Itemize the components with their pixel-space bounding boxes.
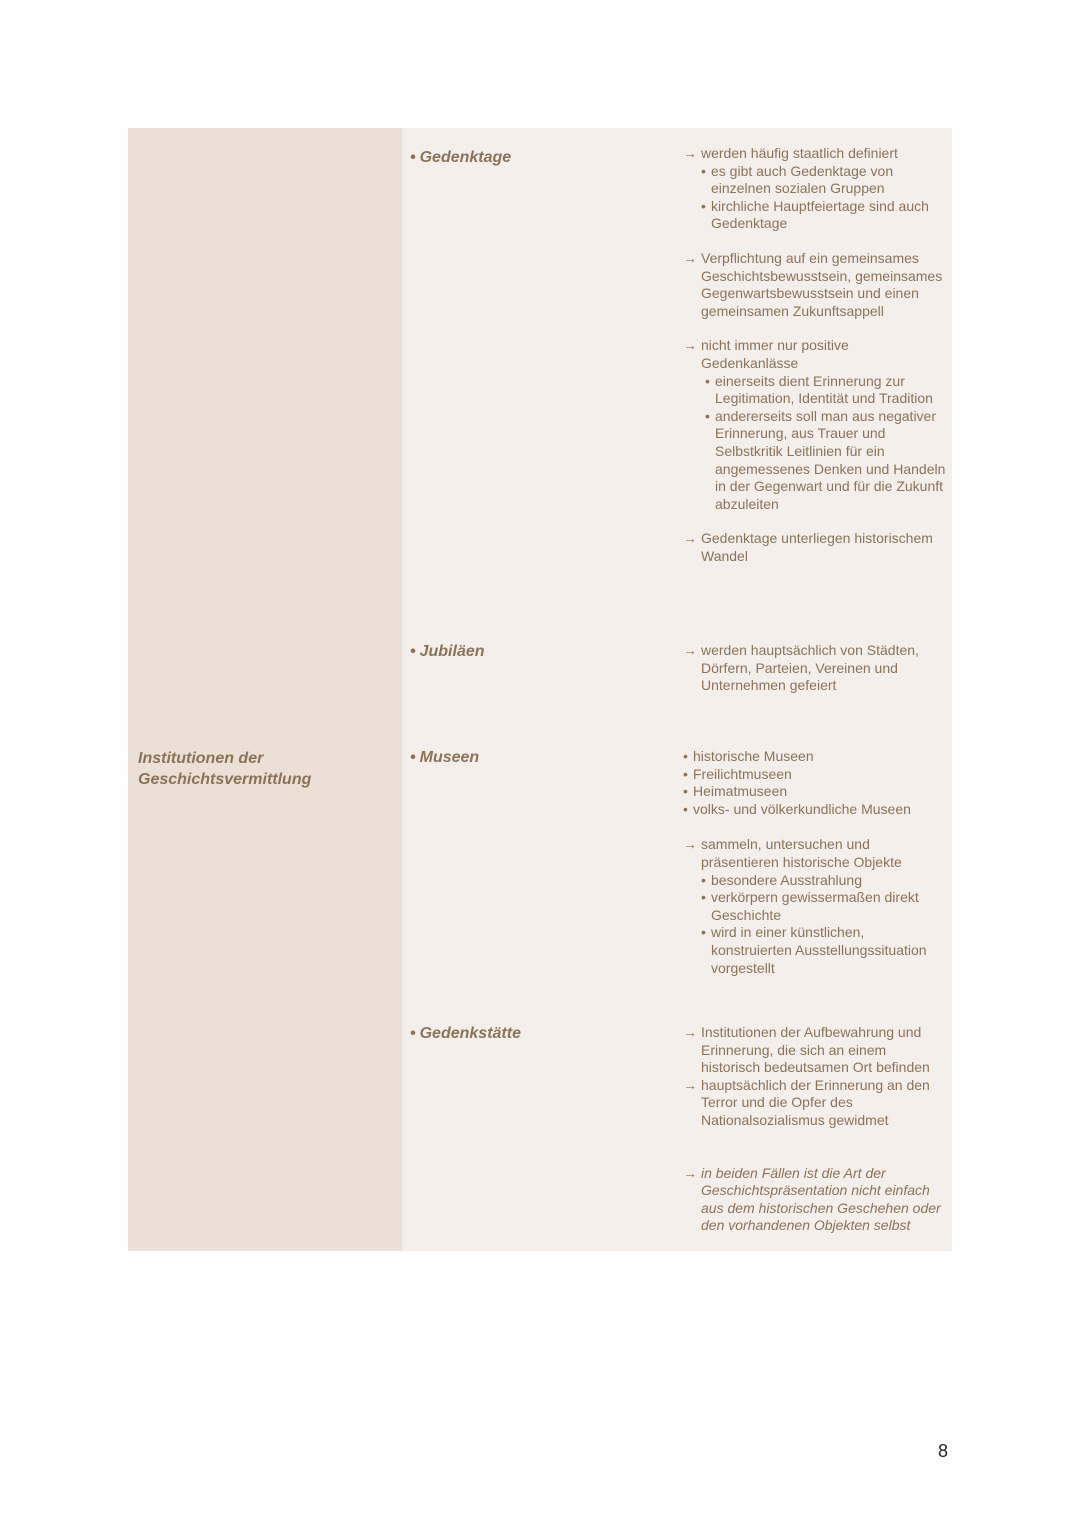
category-gedenkstaette: • Gedenkstätte bbox=[410, 1025, 521, 1042]
section-title: Institutionen der Geschichtsvermittlung bbox=[138, 750, 312, 788]
note-subitem: • kirchliche Hauptfeiertage sind auch Gedenktage bbox=[701, 197, 929, 232]
notes-gedenkstaette bbox=[683, 1024, 948, 1235]
note-subitem: • wird in einer künstlichen, konstruierten Ausstellungssituation vorgestellt bbox=[701, 924, 927, 976]
page-number: 8 bbox=[938, 1441, 949, 1461]
note-item: → in beiden Fällen ist die Art der Geschichtspräsentation nicht einfach aus dem historischen Geschehen oder den vorhandenen Objekten selbst bbox=[683, 1164, 941, 1234]
note-subitem: • verkörpern gewissermaßen direkt Geschichte bbox=[701, 889, 919, 923]
museum-type: • Heimatmuseen bbox=[683, 783, 788, 800]
notes-jubilaeen bbox=[683, 642, 948, 695]
category-museen: • Museen bbox=[410, 749, 480, 766]
note-item: → hauptsächlich der Erinnerung an den Terror und die Opfer des Nationalsozialismus gewidmet bbox=[683, 1076, 930, 1128]
note-item: → werden hauptsächlich von Städten, Dörfern, Parteien, Vereinen und Unternehmen gefeiert bbox=[683, 642, 919, 694]
notes-museen bbox=[683, 748, 948, 977]
note-item: → nicht immer nur positive Gedenkanlässe bbox=[683, 337, 849, 371]
note-subitem: • andererseits soll man aus negativer Erinnerung, aus Trauer und Selbstkritik Leitlinien für ein angemessenes Denken und Handeln in der Gegenwart und für die Zukunft abzuleiten bbox=[705, 407, 946, 512]
note-subitem: • besondere Ausstrahlung bbox=[701, 871, 862, 888]
note-item: → werden häufig staatlich definiert bbox=[683, 145, 898, 161]
note-item: → Verpflichtung auf ein gemeinsames Geschichtsbewusstsein, gemeinsames Gegenwartsbewusstsein und einen gemeinsamen Zukunftsappell bbox=[683, 249, 943, 319]
notes-gedenktage bbox=[683, 145, 948, 565]
category-gedenktage: • Gedenktage bbox=[410, 149, 512, 166]
museum-type: • Freilichtmuseen bbox=[683, 765, 792, 782]
museum-type: • volks- und völkerkundliche Museen bbox=[683, 800, 911, 817]
note-subitem: • einerseits dient Erinnerung zur Legitimation, Identität und Tradition bbox=[705, 372, 933, 407]
note-item: → Institutionen der Aufbewahrung und Erinnerung, die sich an einem historisch bedeutsamen Ort befinden bbox=[683, 1024, 930, 1076]
note-item: → sammeln, untersuchen und präsentieren historische Objekte bbox=[683, 836, 902, 870]
museum-type: • historische Museen bbox=[683, 748, 814, 764]
note-subitem: • es gibt auch Gedenktage von einzelnen sozialen Gruppen bbox=[701, 162, 894, 197]
left-column bbox=[128, 128, 402, 1251]
note-item: → Gedenktage unterliegen historischem Wandel bbox=[683, 530, 933, 564]
notes-table bbox=[128, 128, 952, 1251]
category-jubilaeen: • Jubiläen bbox=[410, 643, 485, 660]
